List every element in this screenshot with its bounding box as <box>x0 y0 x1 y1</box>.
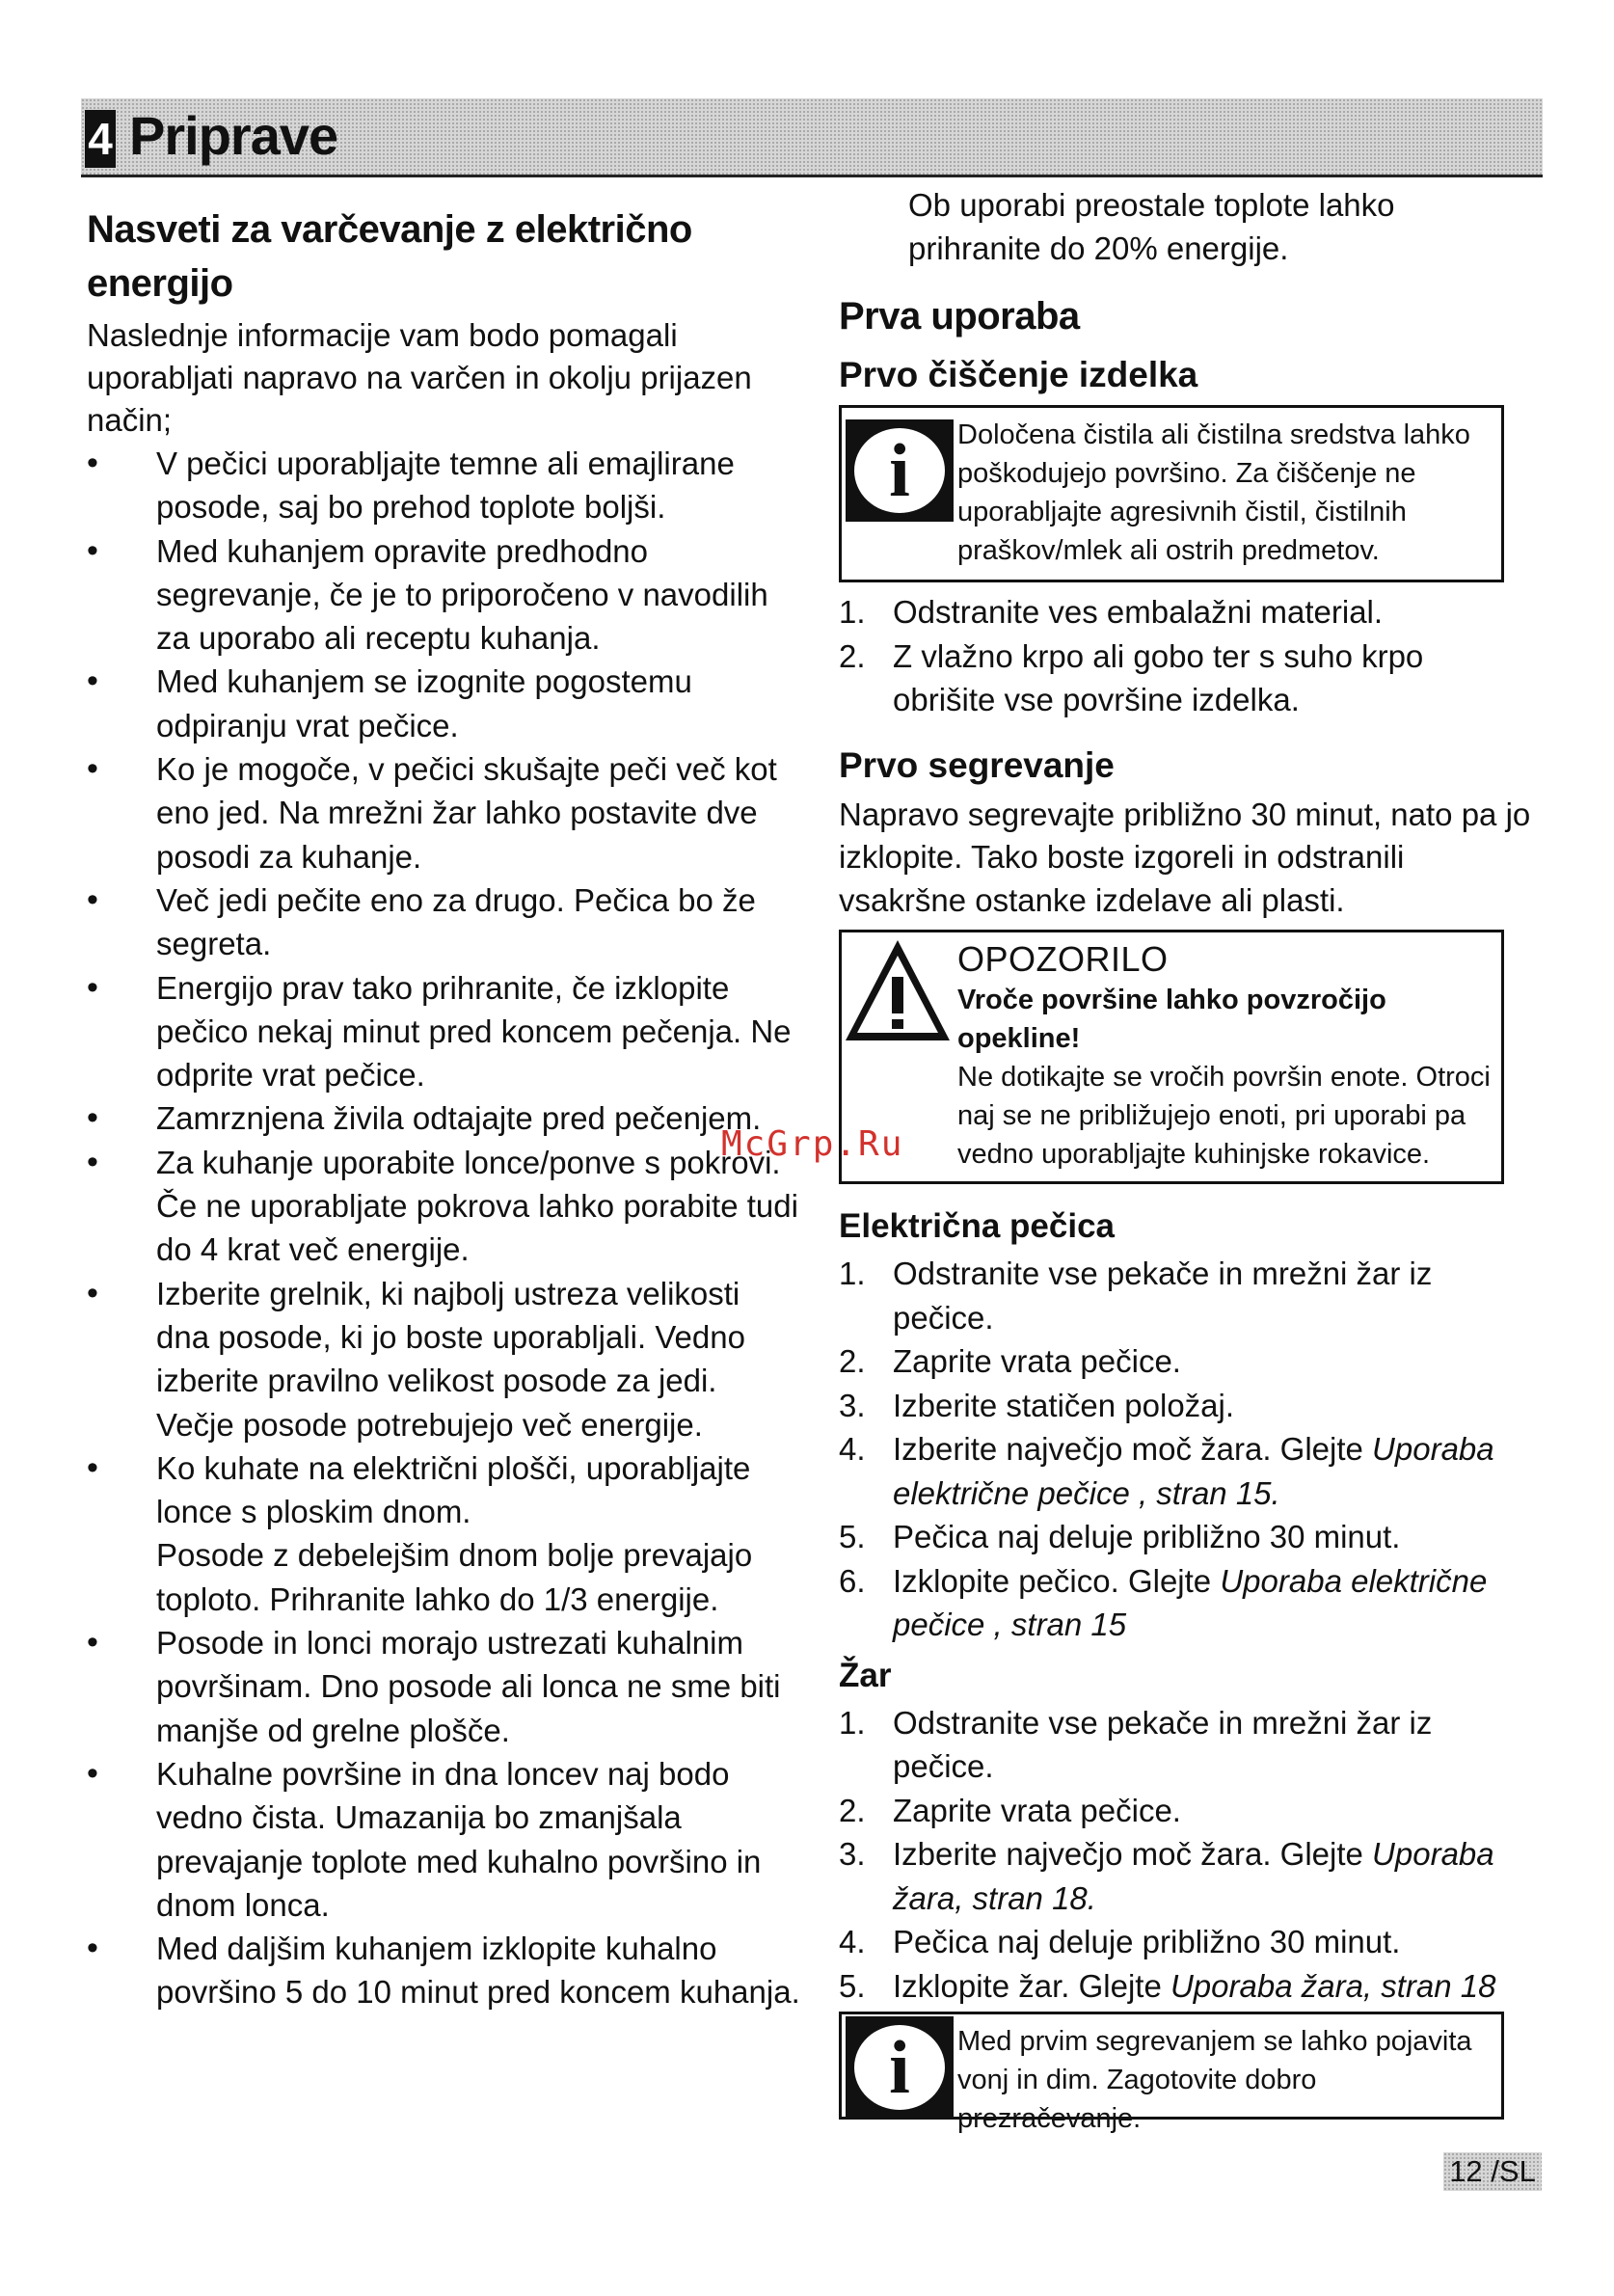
step-item <box>839 635 1533 722</box>
step-number: 3. <box>839 1387 866 1423</box>
tip-text: Posode in lonci morajo ustrezati kuhalnim površinam. Dno posode ali lonca ne sme biti manjše od grelne plošče. <box>156 1625 781 1748</box>
step-text: Izklopite pečico. Glejte <box>893 1562 1221 1599</box>
tip-text: Med daljšim kuhanjem izklopite kuhalno površino 5 do 10 minut pred koncem kuhanja. <box>156 1931 800 2011</box>
tip-list-item <box>87 529 800 661</box>
step-text: Izberite največjo moč žara. Glejte <box>893 1836 1373 1872</box>
step-item <box>839 1559 1533 1647</box>
step-number: 1. <box>839 1704 866 1741</box>
smoke-info-box <box>839 2012 1504 2134</box>
warning-title: OPOZORILO <box>957 939 1169 979</box>
step-text: Pečica naj deluje približno 30 minut. <box>893 1924 1401 1959</box>
step-text: Pečica naj deluje približno 30 minut. <box>893 1519 1401 1554</box>
tip-list-item <box>87 966 800 1097</box>
smoke-info-text: Med prvim segrevanjem se lahko pojavita vonj in dim. Zagotovite dobro prezračevanje. <box>957 2026 1472 2134</box>
step-text: Zaprite vrata pečice. <box>893 1792 1181 1828</box>
step-text: Odstranite vse pekače in mrežni žar iz pečice. <box>893 1704 1433 1784</box>
tip-list-item <box>87 1272 800 1446</box>
step-item <box>839 1384 1533 1428</box>
warning-subtitle: Vroče površine lahko povzročijo opekline! <box>957 985 1386 1054</box>
step-number: 5. <box>839 1519 866 1554</box>
first-cleaning-heading: Prvo čiščenje izdelka <box>839 355 1198 394</box>
tip-list-item <box>87 442 800 529</box>
tip-list-item <box>87 1621 800 1752</box>
step-number: 2. <box>839 1343 866 1379</box>
tip-list-item <box>87 660 800 747</box>
grill-heading: Žar <box>839 1656 892 1694</box>
warning-icon <box>842 934 954 1048</box>
step-item <box>839 1964 1533 2009</box>
first-heating-text: Napravo segrevajte približno 30 minut, nato pa jo izklopite. Tako boste izgoreli in odstranili vsakršne ostanke izdelave ali plasti. <box>839 796 1531 918</box>
step-number: 4. <box>839 1431 866 1467</box>
step-item <box>839 1832 1533 1920</box>
step-item <box>839 1789 1533 1833</box>
step-number: 3. <box>839 1836 866 1872</box>
cleaning-info-box <box>839 405 1504 582</box>
step-number: 2. <box>839 1792 866 1828</box>
step-text: Zaprite vrata pečice. <box>893 1343 1181 1379</box>
tip-text: Zamrznjena živila odtajajte pred pečenjem. <box>156 1100 762 1137</box>
step-text: Odstranite ves embalažni material. <box>893 594 1384 630</box>
tip-text: Energijo prav tako prihranite, če izklopite pečico nekaj minut pred koncem pečenja. Ne odprite vrat pečice. <box>156 969 792 1094</box>
residual-heat-text: Ob uporabi preostale toplote lahko prihranite do 20% energije. <box>908 187 1395 266</box>
tip-list-item <box>87 878 800 966</box>
energy-saving-tips-list <box>87 442 800 2014</box>
step-text: Izklopite žar. Glejte <box>893 1967 1170 2004</box>
tip-text: Izberite grelnik, ki najbolj ustreza velikosti dna posode, ki jo boste uporabljali. Vedno izberite pravilno velikost posode za jedi. Večje posode potrebujejo več energije. <box>156 1275 745 1443</box>
right-column <box>839 183 1533 2134</box>
tip-list-item <box>87 1446 800 1621</box>
watermark: McGrp.Ru <box>721 1124 904 1164</box>
page-number: 12 /SL <box>1443 2152 1542 2191</box>
tip-extra-text: Če ne uporabljate pokrova lahko porabite tudi do 4 krat več energije. <box>156 1188 798 1268</box>
grill-steps-list <box>839 1701 1533 2009</box>
step-text: Izberite statičen položaj. <box>893 1387 1235 1423</box>
left-column <box>87 203 800 2014</box>
chapter-title: Priprave <box>129 105 338 166</box>
electric-oven-heading: Električna pečica <box>839 1207 1115 1245</box>
step-reference: Uporaba električne pečice , stran 15. <box>893 1431 1494 1511</box>
step-number: 1. <box>839 594 866 630</box>
energy-saving-intro: Naslednje informacije vam bodo pomagali uporabljati napravo na varčen in okolju prijazen način; <box>87 317 752 438</box>
tip-text: Ko kuhate na električni plošči, uporabljajte lonce s ploskim dnom. <box>156 1449 751 1530</box>
tip-list-item <box>87 1141 800 1272</box>
tip-text: Ko je mogoče, v pečici skušajte peči več kot eno jed. Na mrežni žar lahko postavite dve posodi za kuhanje. <box>156 751 777 875</box>
info-icon: i <box>846 2016 954 2119</box>
step-text: Izberite največjo moč žara. Glejte <box>893 1431 1373 1467</box>
step-text: Z vlažno krpo ali gobo ter s suho krpo obrišite vse površine izdelka. <box>893 637 1424 717</box>
step-number: 4. <box>839 1924 866 1959</box>
step-text: Odstranite vse pekače in mrežni žar iz pečice. <box>893 1256 1433 1336</box>
first-use-heading: Prva uporaba <box>839 295 1080 338</box>
warning-box <box>839 930 1504 1184</box>
tip-text: Kuhalne površine in dna loncev naj bodo vedno čista. Umazanija bo zmanjšala prevajanje toplote med kuhalno površino in dnom lonca. <box>156 1755 762 1923</box>
step-reference: Uporaba električne pečice , stran 15 <box>893 1562 1488 1642</box>
electric-oven-steps-list <box>839 1252 1533 1647</box>
step-item <box>839 1427 1533 1515</box>
step-number: 5. <box>839 1967 866 2004</box>
step-number: 6. <box>839 1562 866 1599</box>
cleaning-info-text: Določena čistila ali čistilna sredstva lahko poškodujejo površino. Za čiščenje ne uporabljajte agresivnih čistil, čistilnih praškov/mlek ali ostrih predmetov. <box>957 419 1470 566</box>
step-item <box>839 1515 1533 1559</box>
step-item <box>839 1920 1533 1964</box>
step-number: 2. <box>839 637 866 674</box>
step-reference: Uporaba žara, stran 18 <box>1170 1967 1496 2004</box>
tip-text: V pečici uporabljajte temne ali emajlirane posode, saj bo prehod toplote boljši. <box>156 446 735 526</box>
step-number: 1. <box>839 1256 866 1291</box>
tip-text: Med kuhanjem opravite predhodno segrevanje, če je to priporočeno v navodilih za uporabo ali receptu kuhanja. <box>156 532 768 657</box>
tip-list-item <box>87 1096 800 1140</box>
chapter-number: 4 <box>85 110 116 168</box>
tip-list-item <box>87 747 800 878</box>
warning-text: Ne dotikajte se vročih površin enote. Otroci naj se ne približujejo enoti, pri uporabi pa vedno uporabljajte kuhinjske rokavice. <box>957 1062 1491 1170</box>
step-item <box>839 1701 1533 1789</box>
cleaning-steps-list <box>839 590 1533 722</box>
step-item <box>839 1252 1533 1339</box>
energy-saving-heading: Nasveti za varčevanje z električno energijo <box>87 208 692 305</box>
tip-text: Za kuhanje uporabite lonce/ponve s pokrovi. <box>156 1144 781 1180</box>
info-icon: i <box>846 419 954 522</box>
tip-list-item <box>87 1752 800 1927</box>
tip-text: Več jedi pečite eno za drugo. Pečica bo že segreta. <box>156 881 756 962</box>
tip-extra-text: Posode z debelejšim dnom bolje prevajajo toploto. Prihranite lahko do 1/3 energije. <box>156 1537 753 1617</box>
first-heating-heading: Prvo segrevanje <box>839 744 1115 785</box>
tip-list-item <box>87 1927 800 2014</box>
tip-text: Med kuhanjem se izognite pogostemu odpiranju vrat pečice. <box>156 663 692 743</box>
step-item <box>839 1339 1533 1384</box>
step-reference: Uporaba žara, stran 18. <box>893 1836 1494 1916</box>
step-item <box>839 590 1533 635</box>
